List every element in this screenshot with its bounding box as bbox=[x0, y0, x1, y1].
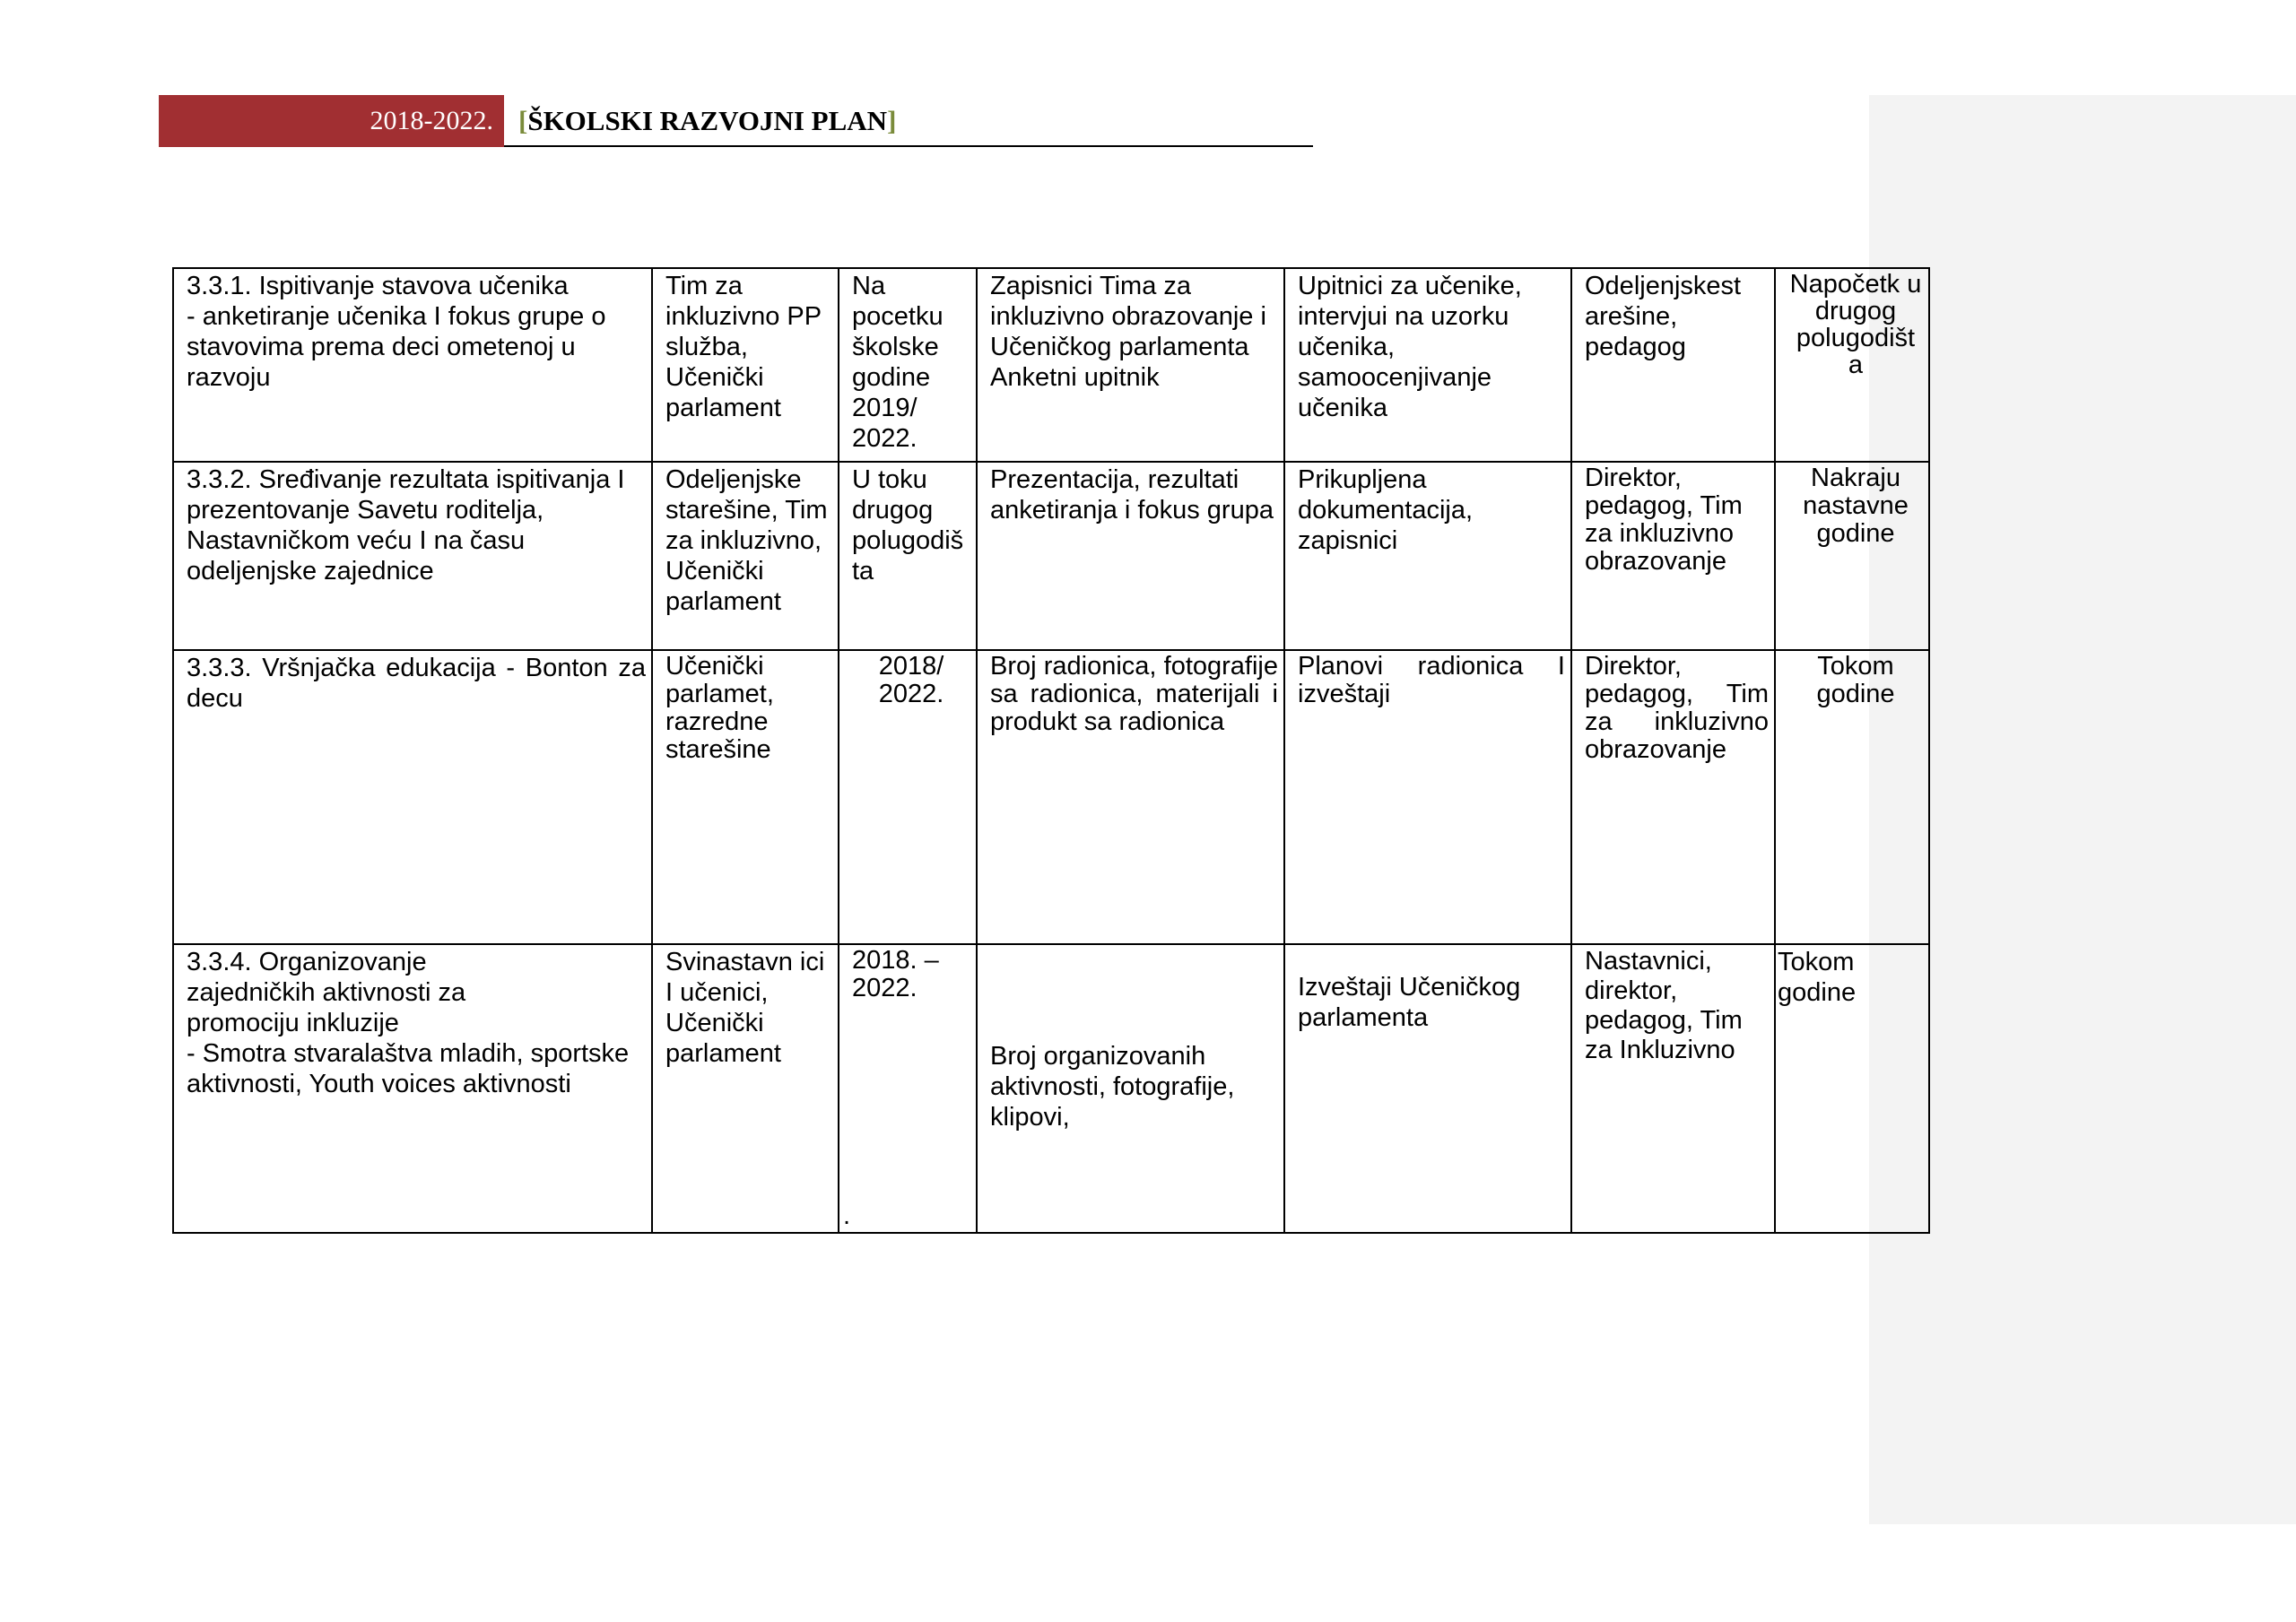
evaluation-time-cell: Nakraju nastavne godine bbox=[1775, 462, 1929, 650]
holders-cell: Učenički parlamet, razredne starešine bbox=[652, 650, 839, 944]
activity-cell: 3.3.3. Vršnjačka edukacija - Bonton za decu bbox=[173, 650, 652, 944]
evaluation-time-cell: Tokom godine bbox=[1775, 650, 1929, 944]
activity-cell: 3.3.1. Ispitivanje stavova učenika - anketiranje učenika I fokus grupe o stavovima prema deci ometenoj u razvoju bbox=[173, 268, 652, 462]
sources-cell: Prezentacija, rezultati anketiranja i fokus grupa bbox=[977, 462, 1284, 650]
evaluators-cell: Nastavnici, direktor, pedagog, Tim za Inkluzivno bbox=[1571, 944, 1775, 1233]
table-row bbox=[173, 462, 1929, 650]
time-mark: . bbox=[843, 1201, 851, 1230]
document-title bbox=[518, 95, 896, 147]
comments-margin-panel bbox=[1869, 95, 2296, 1524]
table-row bbox=[173, 944, 1929, 1233]
sources-cell: Zapisnici Tima za inkluzivno obrazovanje i Učeničkog parlamenta Anketni upitnik bbox=[977, 268, 1284, 462]
instruments-cell: Planovi radionica I izveštaji bbox=[1284, 650, 1571, 944]
development-plan-table bbox=[172, 267, 1930, 1234]
holders-cell: Odeljenjske starešine, Tim za inkluzivno, Učenički parlament bbox=[652, 462, 839, 650]
instruments-cell: Prikupljena dokumentacija, zapisnici bbox=[1284, 462, 1571, 650]
time-cell bbox=[839, 944, 977, 1233]
activity-cell: 3.3.2. Sređivanje rezultata ispitivanja I prezentovanje Savetu roditelja, Nastavničkom veću I na času odeljenjske zajednice bbox=[173, 462, 652, 650]
time-text: 2018. – 2022. bbox=[852, 946, 939, 1002]
holders-cell: Svinastavn ici I učenici, Učenički parlament bbox=[652, 944, 839, 1233]
header-year-band bbox=[159, 95, 504, 147]
holders-cell: Tim za inkluzivno PP služba, Učenički parlament bbox=[652, 268, 839, 462]
table-row bbox=[173, 268, 1929, 462]
evaluators-cell: Odeljenjskest arešine, pedagog bbox=[1571, 268, 1775, 462]
time-cell: U toku drugog polugodišta bbox=[839, 462, 977, 650]
evaluation-time-cell: Tokom godine bbox=[1775, 944, 1929, 1233]
table-row bbox=[173, 650, 1929, 944]
header-rule bbox=[504, 145, 1313, 147]
evaluators-cell: Direktor, pedagog, Tim za inkluzivno obrazovanje bbox=[1571, 650, 1775, 944]
sources-cell: Broj organizovanih aktivnosti, fotografije, klipovi, bbox=[977, 944, 1284, 1233]
evaluators-cell: Direktor, pedagog, Tim za inkluzivno obrazovanje bbox=[1571, 462, 1775, 650]
instruments-cell: Upitnici za učenike, intervjui na uzorku učenika, samoocenjivanje učenika bbox=[1284, 268, 1571, 462]
title-close-bracket: ] bbox=[887, 105, 897, 136]
header-years: 2018-2022. bbox=[370, 106, 493, 135]
time-cell: 2018/ 2022. bbox=[839, 650, 977, 944]
instruments-cell: Izveštaji Učeničkog parlamenta bbox=[1284, 944, 1571, 1233]
evaluation-time-cell: Napočetk u drugog polugodišt a bbox=[1775, 268, 1929, 462]
title-text: ŠKOLSKI RAZVOJNI PLAN bbox=[527, 105, 888, 136]
time-cell: Na pocetku školske godine 2019/ 2022. bbox=[839, 268, 977, 462]
activity-cell: 3.3.4. Organizovanje zajedničkih aktivnosti za promociju inkluzije - Smotra stvaralaštva mladih, sportske aktivnosti, Youth voices aktivnosti bbox=[173, 944, 652, 1233]
title-open-bracket: [ bbox=[518, 105, 528, 136]
sources-cell: Broj radionica, fotografije sa radionica, materijali i produkt sa radionica bbox=[977, 650, 1284, 944]
